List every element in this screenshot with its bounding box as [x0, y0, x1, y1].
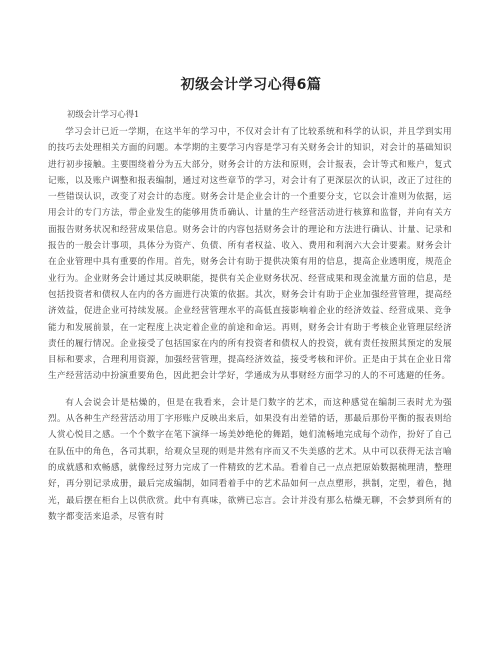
- document-body: [48, 124, 452, 535]
- section-subtitle: 初级会计学习心得1: [67, 109, 140, 119]
- body-paragraph-2: 有人会说会计是枯燥的，但是在我看来，会计是门数字的艺术，而这种感觉在编制三表时尤为强烈。从各种生产经营活动用丁字形账户反映出来后，如果没有出差错的话，那最后那份平衡的报表则给人赏心悦目之感。一个个数字在笔下演绎一场美妙绝伦的舞蹈，她们流畅地完成每个动作，扮好了自己在队伍中的角色，各司其职，给观众呈现的则是井然有序而又不失美感的艺术。从中可以获得无法言喻的成就感和欢畅感，就像经过努力完成了一件精致的艺术品。看着自己一点点把原始数据梳理清，整理好，再分别记录成册，最后完成编制，如同看着手中的艺术品如何一点点塑形，拱制，定型，着色，抛光，最后摆在柜台上以供欣赏。此中有真味，欲辨已忘言。会计并没有那么枯燥无聊，不会梦到所有的数字都变活来追杀，尽管有时: [48, 397, 452, 522]
- body-paragraph-1: 学习会计已近一学期，在这半年的学习中，不仅对会计有了比较系统和科学的认识，并且学到实用的技巧去处理相关方面的问题。本学期的主要学习内容是学习有关财务会计的知识，对会计的基础知识进行初步接触。主要围绕着分为五大部分，财务会计的方法和原则，会计报表，会计等式和账户，复式记账，以及账户调整和报表编制，通过对这些章节的学习，对会计有了更深层次的认识，改正了过往的一些错误认识，改变了对会计的态度。财务会计是企业会计的一个重要分支，它以会计准则为依据，运用会计的专门方法，带企业发生的能够用货币确认、计量的生产经营活动进行核算和监督，并向有关方面报告财务状况和经营成果信息。财务会计的内容包括财务会计的理论和方法进行确认、计量、记录和报告的一般会计事项，具体分为资产、负债、所有者权益、收入、费用和利润六大会计要素。财务会计在企业管理中具有重要的作用。首先，财务会计有助于提供决策有用的信息，提高企业透明度，规范企业行为。企业财务会计通过其反映职能，提供有关企业财务状况、经营成果和现金流量方面的信息，是包括投资者和债权人在内的各方面进行决策的依据。其次，财务会计有助于企业加强经营管理，提高经济效益，促进企业可持续发展。企业经营管理水平的高低直接影响着企业的经济效益、经营成果、竞争能力和发展前景，在一定程度上决定着企业的前途和命运。再则，财务会计有助于考核企业管理层经济责任的履行情况。企业接受了包括国家在内的所有投资者和债权人的投资，就有责任按照其预定的发展目标和要求，合理利用资源，加强经营管理，提高经济效益，接受考核和评价。正是由于其在企业日常生产经营活动中扮演重要角色，因此把会计学好，学通成为从事财经方面学习的人的不可逃避的任务。: [48, 127, 452, 382]
- document-title: 初级会计学习心得6篇: [180, 77, 322, 93]
